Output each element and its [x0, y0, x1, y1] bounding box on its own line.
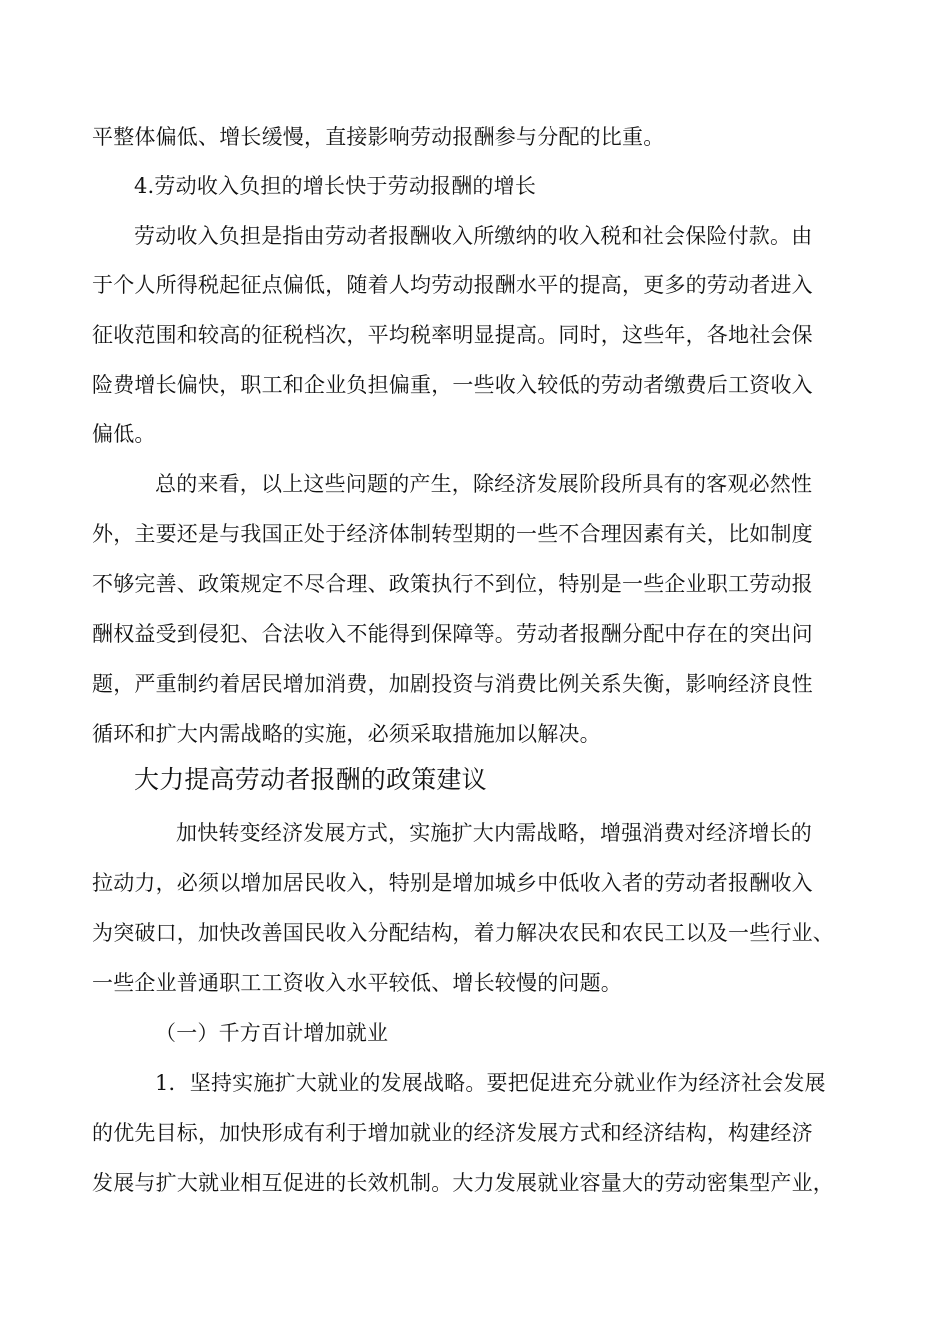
text-line: 拉动力，必须以增加居民收入，特别是增加城乡中低收入者的劳动者报酬收入 — [92, 871, 813, 895]
text-line: 总的来看，以上这些问题的产生，除经济发展阶段所具有的客观必然性 — [155, 472, 813, 496]
text-line: 发展与扩大就业相互促进的长效机制。大力发展就业容量大的劳动密集型产业， — [92, 1171, 834, 1195]
text-line: 一些企业普通职工工资收入水平较低、增长较慢的问题。 — [92, 971, 622, 995]
text-line: 不够完善、政策规定不尽合理、政策执行不到位，特别是一些企业职工劳动报 — [92, 572, 813, 596]
text-line: 酬权益受到侵犯、合法收入不能得到保障等。劳动者报酬分配中存在的突出问 — [92, 622, 813, 646]
text-line: 的优先目标，加快形成有利于增加就业的经济发展方式和经济结构，构建经济 — [92, 1121, 813, 1145]
section-heading: 4.劳动收入负担的增长快于劳动报酬的增长 — [134, 174, 537, 198]
text-line: 劳动收入负担是指由劳动者报酬收入所缴纳的收入税和社会保险付款。由 — [134, 224, 813, 248]
text-line: 险费增长偏快，职工和企业负担偏重，一些收入较低的劳动者缴费后工资收入 — [92, 373, 813, 397]
text-line: 加快转变经济发展方式，实施扩大内需战略，增强消费对经济增长的 — [176, 821, 812, 845]
text-line: 平整体偏低、增长缓慢，直接影响劳动报酬参与分配的比重。 — [92, 125, 665, 149]
text-line: 偏低。 — [92, 422, 156, 446]
text-line: 征收范围和较高的征税档次，平均税率明显提高。同时，这些年，各地社会保 — [92, 323, 813, 347]
text-line: 为突破口，加快改善国民收入分配结构，着力解决农民和农民工以及一些行业、 — [92, 921, 834, 945]
text-line: 1．坚持实施扩大就业的发展战略。要把促进充分就业作为经济社会发展 — [155, 1071, 826, 1095]
text-line: 循环和扩大内需战略的实施，必须采取措施加以解决。 — [92, 722, 601, 746]
text-line: 题，严重制约着居民增加消费，加剧投资与消费比例关系失衡，影响经济良性 — [92, 672, 813, 696]
section-title: 大力提高劳动者报酬的政策建议 — [134, 765, 487, 794]
subsection-heading: （一）千方百计增加就业 — [155, 1021, 389, 1045]
text-line: 外，主要还是与我国正处于经济体制转型期的一些不合理因素有关，比如制度 — [92, 522, 813, 546]
text-line: 于个人所得税起征点偏低，随着人均劳动报酬水平的提高，更多的劳动者进入 — [92, 273, 813, 297]
